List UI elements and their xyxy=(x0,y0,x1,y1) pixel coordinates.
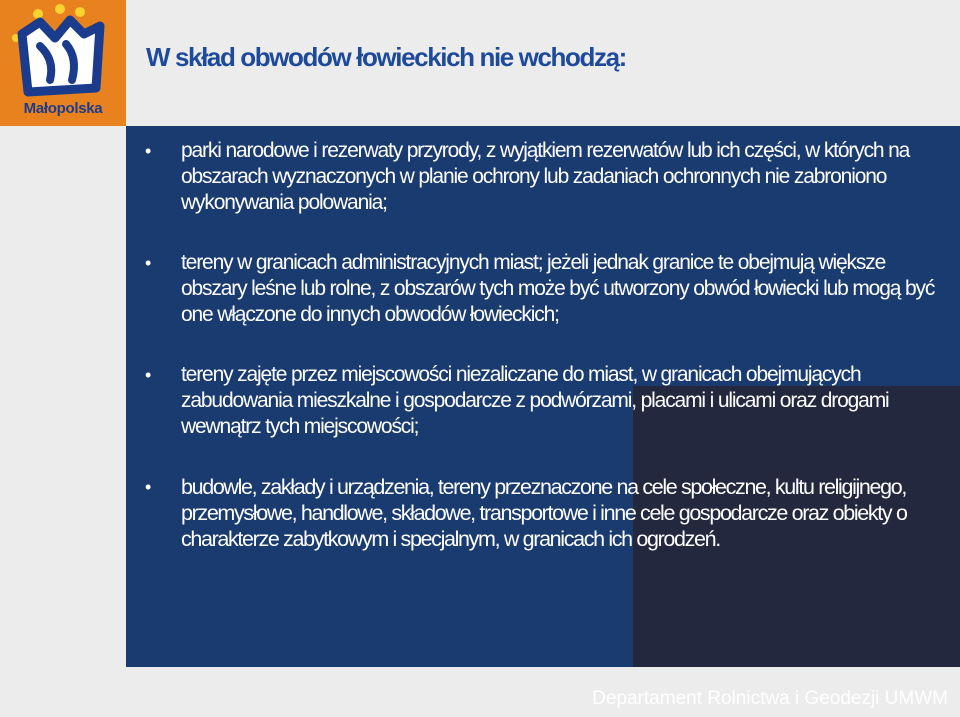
footer-department: Departament Rolnictwa i Geodezji UMWM xyxy=(592,688,948,709)
logo-text: Małopolska xyxy=(23,100,103,117)
bullet-list xyxy=(145,138,945,552)
malopolska-logo xyxy=(0,0,126,126)
bullet-item: • tereny zajęte przez miejscowości niezaliczane do miast, w granicach obejmujących zabudowania mieszkalne i gospodarcze z podwórzami, placami i ulicami oraz drogami wewnątrz tych miejscowości; xyxy=(145,362,945,440)
bullet-item: • parki narodowe i rezerwaty przyrody, z wyjątkiem rezerwatów lub ich części, w których na obszarach wyznaczonych w planie ochrony lub zadaniach ochronnych nie zabroniono wykonywania polowania; xyxy=(145,138,945,216)
bullet-item: • budowle, zakłady i urządzenia, tereny przeznaczone na cele społeczne, kultu religijnego, przemysłowe, handlowe, składowe, transportowe i inne cele gospodarcze oraz obiekty o charakterze zabytkowym i specjalnym, w granicach ich ogrodzeń. xyxy=(145,474,945,552)
malopolska-emblem-icon xyxy=(0,0,126,100)
slide-title: W skład obwodów łowieckich nie wchodzą: xyxy=(146,42,626,72)
bullet-item: • tereny w granicach administracyjnych miast; jeżeli jednak granice te obejmują większe obszary leśne lub rolne, z obszarów tych może być utworzony obwód łowiecki lub mogą być one włączone do innych obwodów łowieckich; xyxy=(145,250,945,328)
